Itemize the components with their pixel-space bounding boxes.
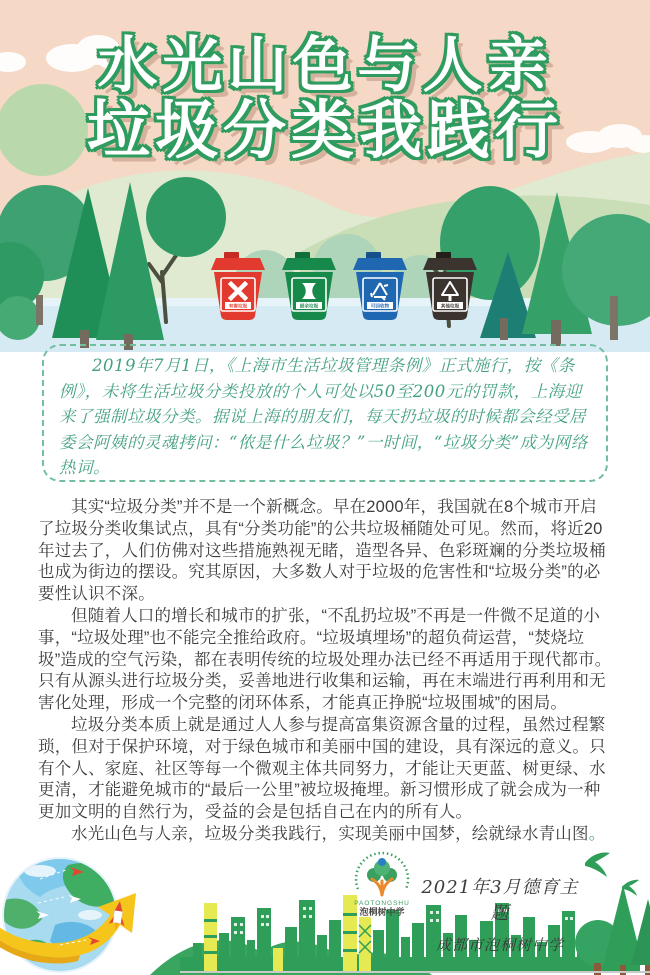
- footer-right-trees: [575, 885, 650, 975]
- bin-label: 有害垃圾: [228, 303, 248, 309]
- body-text: [38, 497, 613, 846]
- bin-label: 厨余垃圾: [299, 303, 319, 309]
- regulation-text: 2019年7月1日，《上海市生活垃圾管理条例》正式施行，按《条例》，未将生活垃圾分类投放的个人可处以50至200元的罚款，上海迎来了强制垃圾分类。据说上海的朋友们，每天扔垃圾的时候都会经受居委会阿姨的灵魂拷问：“侬是什么垃圾？”一时间，“垃圾分类”成为网络热词。: [59, 356, 588, 477]
- regulation-quote-box: [42, 344, 608, 482]
- logo-figure-icon: [372, 879, 392, 895]
- school-name: 成都市泡桐树中学: [435, 936, 564, 954]
- closing-punct: 。: [588, 824, 606, 843]
- bin-label: 其他垃圾: [440, 303, 460, 309]
- paragraph-2: 但随着人口的增长和城市的扩张，“不乱扔垃圾”不再是一件微不足道的小事，“垃圾处理”也不能完全推给政府。“垃圾填埋场”的超负荷运营，“焚烧垃圾”造成的空气污染，都在表明传统的垃圾处理办法已经不再适用于现代都市。只有从源头进行垃圾分类，妥善地进行收集和运输，再在末端进行再利用和无害化处理，形成一个完整的闭环体系，才能真正挣脱“垃圾围城”的困局。: [38, 606, 612, 713]
- logo-latin: PAOTONGSHU: [354, 900, 410, 907]
- theme-title: 2021年3月德育主题: [421, 877, 579, 924]
- title-line-1: 水光山色与人亲: [97, 32, 553, 99]
- school-logo: [354, 853, 410, 917]
- hero-scene: [0, 0, 650, 352]
- paragraph-3: 垃圾分类本质上就是通过人人参与提高富集资源含量的过程，虽然过程繁琐，但对于保护环境，对于绿色城市和美丽中国的建设，具有深远的意义。只有个人、家庭、社区等每一个微观主体共同努力，才能让天更蓝、树更绿、水更清，才能避免城市的“最后一公里”被垃圾掩埋。新习惯形成了就会成为一种更加文明的自然行为，受益的会是包括自己在内的所有人。: [38, 715, 606, 822]
- paragraph-closing: [38, 824, 613, 846]
- bin-label: 可回收物: [370, 303, 390, 309]
- bird-icons: [585, 852, 639, 896]
- footer-illustration: [0, 845, 650, 975]
- theme-block: [415, 873, 585, 955]
- title-line-2: 垃圾分类我践行: [87, 96, 563, 166]
- hero-illustration: [0, 0, 650, 352]
- closing-text: 水光山色与人亲，垃圾分类我践行，实现美丽中国梦，绘就绿水青山图: [71, 824, 589, 843]
- bottom-divider: [180, 971, 650, 973]
- paragraph-1: 其实“垃圾分类”并不是一个新概念。早在2000年，我国就在8个城市开启了垃圾分类收集试点，具有“分类功能”的公共垃圾桶随处可见。然而，将近20年过去了，人们仿佛对这些措施熟视无睹，造型各异、色彩斑斓的分类垃圾桶也成为街边的摆设。究其原因，大多数人对于垃圾的危害性和“垃圾分类”的必要性认识不深。: [38, 498, 606, 604]
- logo-cn: 泡桐树中学: [359, 907, 405, 917]
